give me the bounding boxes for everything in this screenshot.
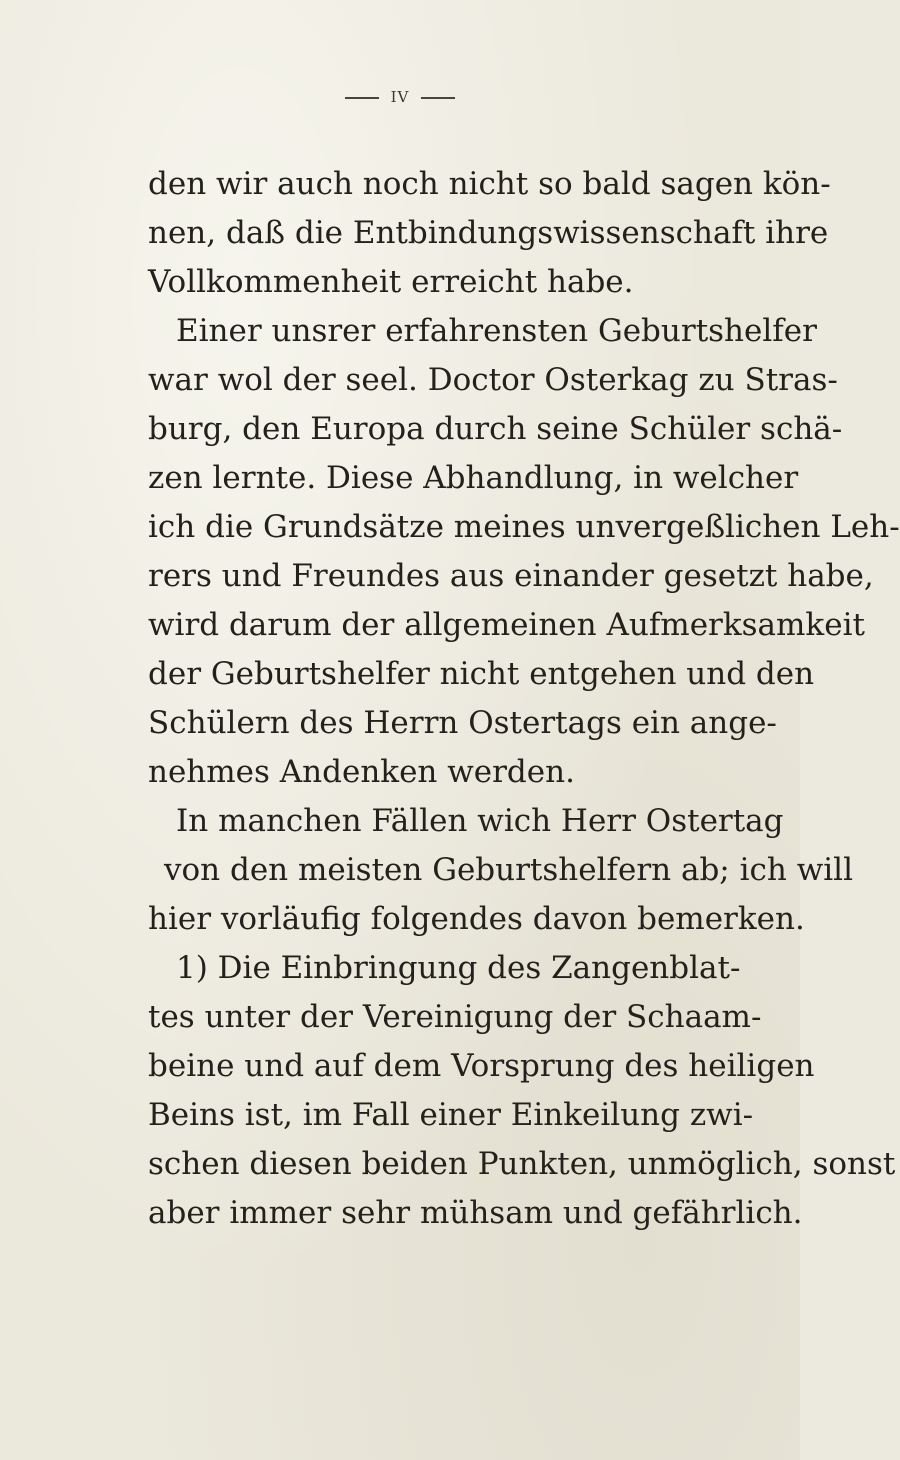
text-line: aber immer sehr mühsam und gefährlich. <box>148 1195 803 1231</box>
page-number: IV <box>390 88 410 106</box>
text-line: zen lernte. Diese Abhandlung, in welcher <box>148 460 799 496</box>
text-line: burg, den Europa durch seine Schüler schä- <box>148 411 843 447</box>
paragraph-start: Einer unsrer erfahrensten Geburtshelfer <box>176 313 817 349</box>
text-line: schen diesen beiden Punkten, unmöglich, sonst <box>148 1146 896 1182</box>
paragraph-start: In manchen Fällen wich Herr Ostertag <box>176 803 784 839</box>
numbered-item-start: 1) Die Einbringung des Zangenblat- <box>176 950 741 986</box>
text-line: Beins ist, im Fall einer Einkeilung zwi- <box>148 1097 754 1133</box>
text-line: nehmes Andenken werden. <box>148 754 575 790</box>
body-text <box>148 160 900 1238</box>
text-line: ich die Grundsätze meines unvergeßlichen Leh- <box>148 509 900 545</box>
text-line: nen, daß die Entbindungswissenschaft ihre <box>148 215 829 251</box>
text-line: den wir auch noch nicht so bald sagen kön- <box>148 166 831 202</box>
text-line: wird darum der allgemeinen Aufmerksamkeit <box>148 607 865 643</box>
text-line: Schülern des Herrn Ostertags ein ange- <box>148 705 777 741</box>
text-line: beine und auf dem Vorsprung des heiligen <box>148 1048 815 1084</box>
text-line: der Geburtshelfer nicht entgehen und den <box>148 656 815 692</box>
text-line: Vollkommenheit erreicht habe. <box>148 264 634 300</box>
text-line: hier vorläufig folgendes davon bemerken. <box>148 901 805 937</box>
text-line: tes unter der Vereinigung der Schaam- <box>148 999 762 1035</box>
running-head <box>0 88 800 106</box>
text-line: von den meisten Geburtshelfern ab; ich will <box>164 852 853 888</box>
text-line: war wol der seel. Doctor Osterkag zu Stras- <box>148 362 838 398</box>
text-line: rers und Freundes aus einander gesetzt habe, <box>148 558 874 594</box>
left-rule <box>345 97 379 99</box>
right-rule <box>421 97 455 99</box>
